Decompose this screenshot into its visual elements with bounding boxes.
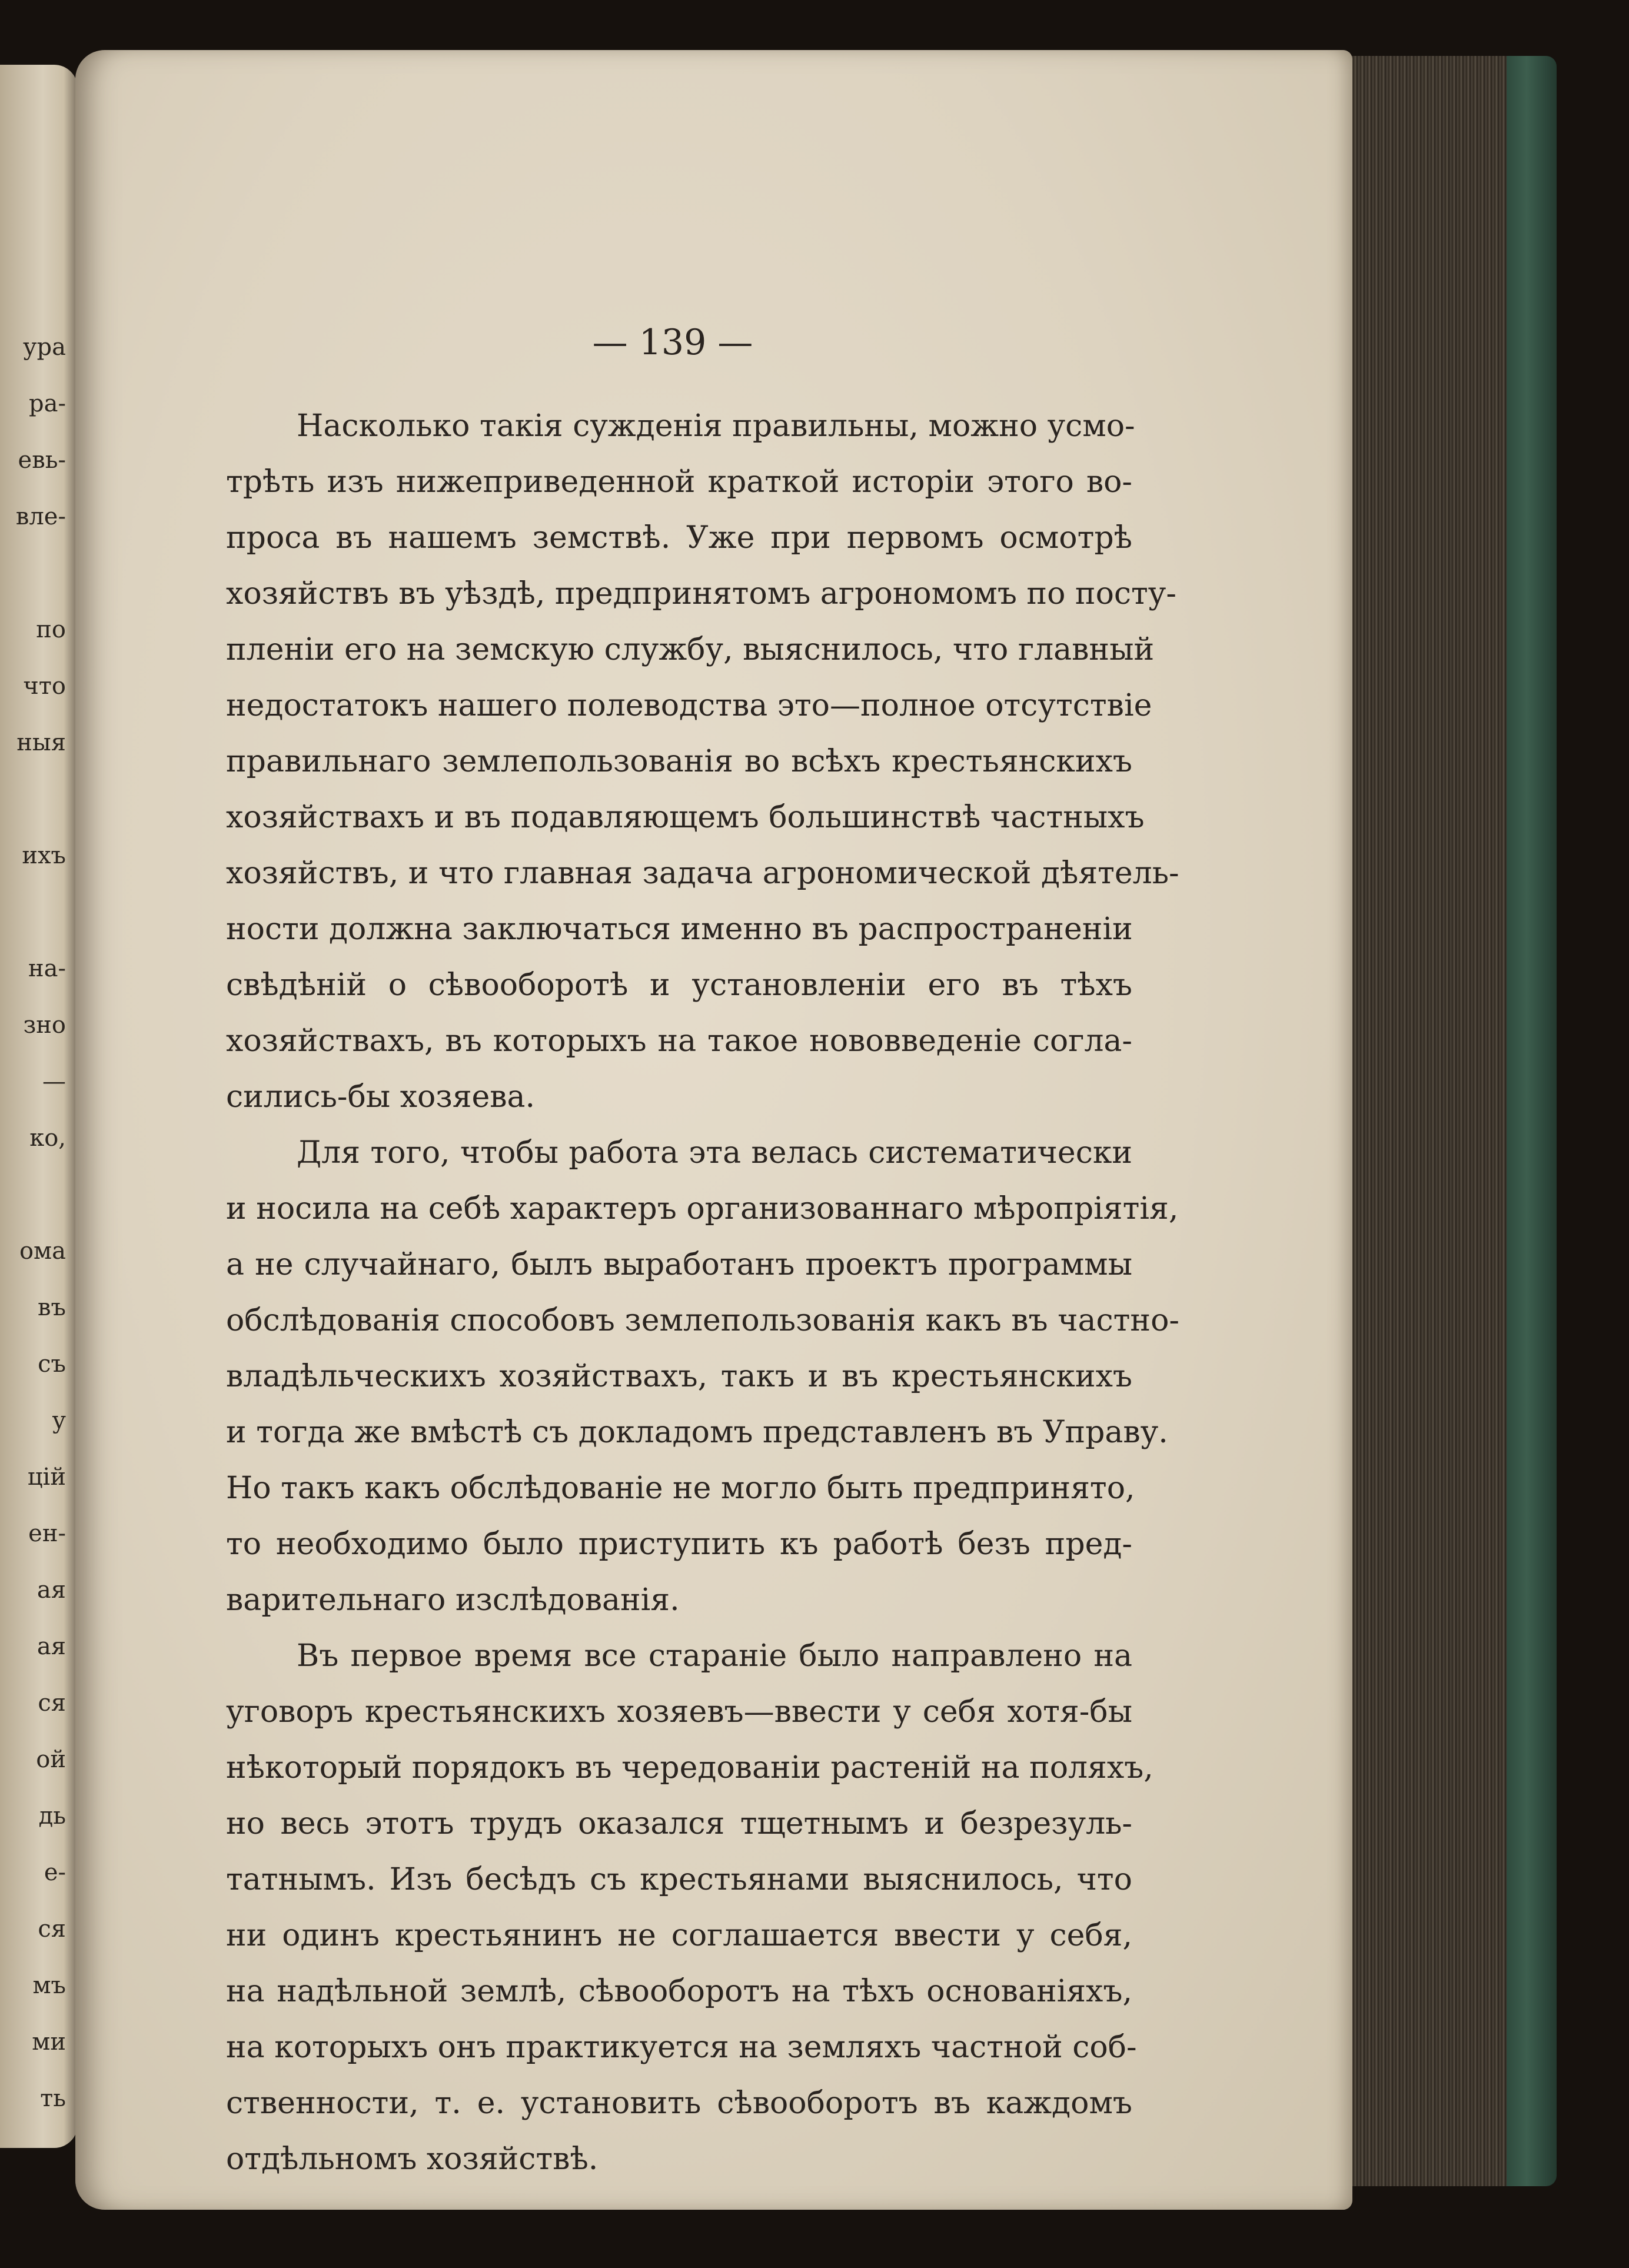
text-line: ственности, т. е. установить сѣвооборотъ въ каждомъ (226, 2086, 1132, 2121)
left-page-fragment: цій (27, 1464, 66, 1491)
text-line: а не случайнаго, былъ выработанъ проектъ программы (226, 1247, 1132, 1282)
left-page-fragment: ся (38, 1916, 66, 1943)
text-line: недостатокъ нашего полеводства это—полное отсутствіе (226, 688, 1152, 723)
text-line: пленіи его на земскую службу, выяснилось, что главный (226, 632, 1155, 667)
body-text (226, 398, 1179, 2187)
left-page-fragment: ой (36, 1746, 66, 1773)
left-page-fragment: ихъ (22, 842, 66, 869)
text-line: хозяйствъ, и что главная задача агрономической дѣятель- (226, 856, 1179, 891)
left-page-fragment: ко, (29, 1125, 66, 1152)
text-line: свѣдѣній о сѣвооборотѣ и установленіи его въ тѣхъ (226, 967, 1132, 1003)
left-page-fragment: съ (38, 1351, 66, 1378)
left-page-fragment: евь- (18, 447, 66, 474)
left-page-fragment: зно (23, 1012, 66, 1039)
left-page-fragment: ен- (28, 1520, 66, 1547)
text-line: Въ первое время все стараніе было направлено на (297, 1638, 1132, 1674)
text-line: владѣльческихъ хозяйствахъ, такъ и въ крестьянскихъ (226, 1359, 1132, 1394)
left-page-fragment: въ (38, 1294, 66, 1321)
text-line: варительнаго изслѣдованія. (226, 1582, 680, 1618)
text-line: хозяйствъ въ уѣздѣ, предпринятомъ агрономомъ по посту- (226, 576, 1176, 611)
left-page-fragment: — (42, 1068, 66, 1095)
book-page (75, 50, 1352, 2210)
text-line: трѣть изъ нижеприведенной краткой исторіи этого во- (226, 464, 1132, 500)
left-page-fragment: ая (36, 1577, 66, 1604)
text-line: правильнаго землепользованія во всѣхъ крестьянскихъ (226, 744, 1132, 779)
left-page-fragment: что (23, 673, 66, 700)
left-page-fragment: вле- (15, 503, 66, 530)
left-page-fragment: ми (32, 2028, 66, 2056)
text-line: сились-бы хозяева. (226, 1079, 536, 1115)
text-line: и тогда же вмѣстѣ съ докладомъ представленъ въ Управу. (226, 1415, 1168, 1450)
text-line: ности должна заключаться именно въ распространеніи (226, 912, 1133, 947)
text-line: уговоръ крестьянскихъ хозяевъ—ввести у себя хотя-бы (226, 1694, 1132, 1730)
left-page-edge (0, 65, 78, 2148)
book-cover-edge (1507, 56, 1557, 2186)
left-page-fragment: ть (40, 2085, 66, 2112)
text-line: хозяйствахъ и въ подавляющемъ большинствѣ частныхъ (226, 800, 1145, 835)
text-line: татнымъ. Изъ бесѣдъ съ крестьянами выяснилось, что (226, 1862, 1132, 1897)
text-line: ни одинъ крестьянинъ не соглашается ввести у себя, (226, 1918, 1132, 1953)
left-page-fragment: е- (44, 1859, 66, 1886)
text-line: и носила на себѣ характеръ организованнаго мѣропріятія, (226, 1191, 1179, 1226)
text-line: на которыхъ онъ практикуется на земляхъ частной соб- (226, 2030, 1137, 2065)
page-stack-edge (1336, 56, 1530, 2186)
text-line: то необходимо было приступить къ работѣ безъ пред- (226, 1527, 1132, 1562)
left-page-fragment: ся (38, 1690, 66, 1717)
text-line: нѣкоторый порядокъ въ чередованіи растеній на поляхъ, (226, 1750, 1153, 1785)
left-page-fragment: дь (38, 1803, 66, 1830)
text-line: Насколько такія сужденія правильны, можно усмо- (297, 408, 1135, 444)
text-line: проса въ нашемъ земствѣ. Уже при первомъ осмотрѣ (226, 520, 1132, 556)
page-number: — 139 — (592, 322, 753, 363)
text-line: хозяйствахъ, въ которыхъ на такое нововведеніе согла- (226, 1023, 1132, 1059)
left-page-fragment: у (52, 1407, 66, 1434)
left-page-fragment: ома (19, 1238, 66, 1265)
left-page-fragment: ая (36, 1633, 66, 1660)
left-page-fragment: ныя (16, 729, 66, 756)
text-line: Но такъ какъ обслѣдованіе не могло быть предпринято, (226, 1471, 1135, 1506)
left-page-fragment: мъ (32, 1972, 66, 1999)
text-line: обслѣдованія способовъ землепользованія какъ въ частно- (226, 1303, 1179, 1338)
text-line: отдѣльномъ хозяйствѣ. (226, 2141, 599, 2177)
left-page-fragment: по (36, 616, 66, 643)
left-page-fragment: ра- (29, 390, 66, 417)
text-line: на надѣльной землѣ, сѣвооборотъ на тѣхъ основаніяхъ, (226, 1974, 1132, 2009)
text-line: но весь этотъ трудъ оказался тщетнымъ и безрезуль- (226, 1806, 1132, 1841)
left-page-fragment: на- (28, 955, 66, 982)
left-page-fragment: ура (23, 334, 66, 361)
text-line: Для того, чтобы работа эта велась систематически (297, 1135, 1132, 1170)
